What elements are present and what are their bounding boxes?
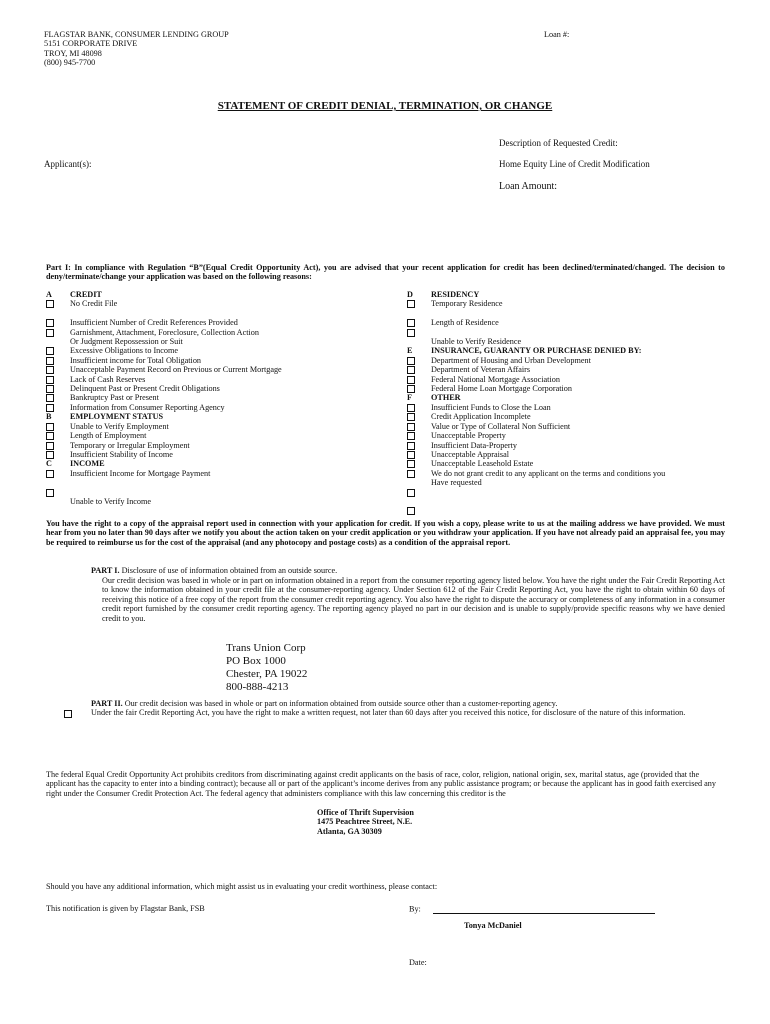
signature-field[interactable]	[433, 904, 655, 914]
credit-type: Home Equity Line of Credit Modification	[499, 159, 650, 169]
right-row	[407, 497, 737, 506]
section-heading: INCOME	[70, 459, 105, 469]
bank-city: TROY, MI 48098	[44, 48, 102, 58]
reason-label: Have requested	[431, 478, 482, 488]
reason-checkbox[interactable]	[407, 432, 415, 440]
right-row[interactable]	[407, 422, 737, 431]
by-label: By:	[409, 904, 421, 914]
reason-checkbox[interactable]	[407, 460, 415, 468]
bank-address	[44, 30, 229, 68]
right-row[interactable]	[407, 441, 737, 450]
right-row[interactable]	[407, 431, 737, 440]
reason-checkbox[interactable]	[46, 451, 54, 459]
regulator-city: Atlanta, GA 30309	[317, 826, 382, 836]
date-label: Date:	[409, 958, 427, 967]
right-row[interactable]	[407, 403, 737, 412]
reason-label: Temporary or Irregular Employment	[70, 440, 190, 450]
reason-checkbox[interactable]	[46, 376, 54, 384]
reason-checkbox[interactable]	[46, 357, 54, 365]
left-row	[46, 337, 376, 346]
reason-label: Unacceptable Payment Record on Previous or Current Mortgage	[70, 365, 282, 375]
right-row[interactable]	[407, 384, 737, 393]
right-row[interactable]	[407, 412, 737, 421]
reason-label: Insufficient Stability of Income	[70, 449, 173, 459]
section-letter: C	[46, 459, 52, 469]
right-row[interactable]	[407, 299, 737, 308]
reason-label: Insufficient Number of Credit References Provided	[70, 318, 238, 328]
reason-label: Federal National Mortgage Association	[431, 374, 560, 384]
left-row[interactable]	[46, 356, 376, 365]
signature-line	[409, 904, 655, 914]
page-title: STATEMENT OF CREDIT DENIAL, TERMINATION, OR CHANGE	[217, 100, 553, 112]
reason-label: Excessive Obligations to Income	[70, 346, 179, 356]
section-letter: E	[407, 346, 413, 356]
reason-checkbox[interactable]	[46, 404, 54, 412]
reason-checkbox[interactable]	[407, 329, 415, 337]
left-row[interactable]	[46, 318, 376, 327]
bank-street: 5151 CORPORATE DRIVE	[44, 39, 138, 49]
regulator-name: Office of Thrift Supervision	[317, 808, 414, 817]
regulator-street: 1475 Peachtree Street, N.E.	[317, 817, 413, 827]
reason-checkbox[interactable]	[46, 347, 54, 355]
section-letter: F	[407, 393, 413, 403]
section-letter: D	[407, 290, 413, 299]
reason-checkbox[interactable]	[407, 470, 415, 478]
right-row[interactable]	[407, 328, 737, 337]
reason-checkbox[interactable]	[46, 442, 54, 450]
reason-label: Insufficient Income for Mortgage Payment	[70, 468, 211, 478]
right-row[interactable]	[407, 318, 737, 327]
reason-label: Unacceptable Appraisal	[431, 449, 509, 459]
section-heading: RESIDENCY	[431, 290, 480, 299]
reason-checkbox[interactable]	[407, 507, 415, 515]
left-row[interactable]	[46, 328, 376, 337]
right-row	[407, 478, 737, 487]
part1-disclosure-heading	[91, 566, 337, 575]
reason-checkbox[interactable]	[407, 357, 415, 365]
left-row[interactable]	[46, 393, 376, 402]
part1-intro: Part I: In compliance with Regulation “B”(Equal Credit Opportunity Act), you are advised that your recent application for credit has been declined/terminated/changed. The decision to deny/terminate/change your application was based on the following reasons:	[46, 263, 725, 282]
agency-box: PO Box 1000	[226, 655, 286, 667]
reason-label: Unable to Verify Income	[70, 496, 152, 506]
right-row[interactable]	[407, 365, 737, 374]
reason-label: Unacceptable Leasehold Estate	[431, 459, 534, 469]
reason-label: Or Judgment Repossession or Suit	[70, 337, 183, 347]
reason-checkbox[interactable]	[407, 319, 415, 327]
reason-label: Value or Type of Collateral Non Sufficient	[431, 421, 571, 431]
loan-number-label: Loan #:	[544, 30, 570, 39]
section-heading: INSURANCE, GUARANTY OR PURCHASE DENIED BY:	[431, 346, 642, 356]
applicants-label: Applicant(s):	[44, 159, 92, 169]
reason-checkbox[interactable]	[46, 489, 54, 497]
right-row[interactable]	[407, 375, 737, 384]
reasons-right-column	[407, 290, 737, 516]
reason-checkbox[interactable]	[407, 423, 415, 431]
left-row[interactable]	[46, 431, 376, 440]
regulator-address	[317, 808, 414, 836]
reason-checkbox[interactable]	[46, 300, 54, 308]
reason-label: Credit Application Incomplete	[431, 412, 531, 422]
part1-disclosure-body: Our credit decision was based in whole or in part on information obtained in a report from the consumer reporting agency listed below. You have the right under the Fair Credit Reporting Act to know the information obtained in your credit file at the consumer-reporting agency. Under Section 612 of the Fair Credit Reporting Act, you have the right to obtain within 60 days of receiving this notice of a free copy of the report from the consumer credit reporting agency. You also have the right to dispute the accuracy or completeness of any information in a consumer credit report furnished by the consumer credit reporting agency. The reporting agency played no part in our decision and is unable to supply/provide specific reasons why we have denied credit to you.	[102, 576, 725, 623]
left-row[interactable]	[46, 441, 376, 450]
part1-heading-text: Disclosure of use of information obtained from an outside source.	[119, 566, 338, 575]
left-row[interactable]	[46, 450, 376, 459]
notification-line: This notification is given by Flagstar Bank, FSB	[46, 904, 205, 913]
signer-name: Tonya McDaniel	[464, 921, 522, 930]
reason-checkbox[interactable]	[407, 300, 415, 308]
part2-body: Under the fair Credit Reporting Act, you have the right to make a written request, not later than 60 days after you received this notice, for disclosure of the nature of this information.	[91, 708, 686, 717]
left-row[interactable]	[46, 488, 376, 497]
reason-label: Length of Residence	[431, 318, 499, 328]
right-row[interactable]	[407, 506, 737, 515]
section-heading: EMPLOYMENT STATUS	[70, 412, 164, 422]
reason-checkbox[interactable]	[46, 423, 54, 431]
left-row	[46, 459, 376, 468]
part2-label: PART II.	[91, 699, 123, 708]
section-letter: A	[46, 290, 52, 299]
section-heading: CREDIT	[70, 290, 102, 299]
left-row	[46, 478, 376, 487]
left-row[interactable]	[46, 375, 376, 384]
agency-name: Trans Union Corp	[226, 642, 306, 654]
reason-checkbox[interactable]	[46, 329, 54, 337]
reason-label: Lack of Cash Reserves	[70, 374, 146, 384]
right-row	[407, 346, 737, 355]
left-row[interactable]	[46, 365, 376, 374]
section-heading: OTHER	[431, 393, 461, 403]
ecoa-notice: The federal Equal Credit Opportunity Act prohibits creditors from discriminating against credit applicants on the basis of race, color, religion, national origin, sex, marital status, age (provided that the applicant has the capacity to enter into a binding contract); because all or part of the applicant’s income derives from any public assistance program; or because the applicant has in good faith exercised any right under the Consumer Credit Protection Act. The federal agency that administers compliance with this law concerning this creditor is the	[46, 770, 716, 798]
reason-checkbox[interactable]	[46, 432, 54, 440]
right-row[interactable]	[407, 356, 737, 365]
reason-checkbox[interactable]	[407, 442, 415, 450]
reason-checkbox[interactable]	[407, 376, 415, 384]
right-row	[407, 309, 737, 318]
part1-label: PART I.	[91, 566, 120, 575]
reason-checkbox[interactable]	[46, 385, 54, 393]
right-row	[407, 290, 737, 299]
reason-checkbox[interactable]	[46, 394, 54, 402]
right-row[interactable]	[407, 459, 737, 468]
loan-amount-label: Loan Amount:	[499, 181, 558, 192]
part2-heading	[91, 699, 557, 708]
left-row	[46, 309, 376, 318]
reason-checkbox[interactable]	[407, 404, 415, 412]
section-letter: B	[46, 412, 52, 422]
reason-checkbox[interactable]	[46, 319, 54, 327]
right-row	[407, 337, 737, 346]
left-row[interactable]	[46, 469, 376, 478]
reason-label: We do not grant credit to any applicant on the terms and conditions you	[431, 468, 666, 478]
description-label: Description of Requested Credit:	[499, 138, 618, 148]
right-row[interactable]	[407, 450, 737, 459]
left-row[interactable]	[46, 299, 376, 308]
reason-label: Garnishment, Attachment, Foreclosure, Collection Action	[70, 327, 259, 337]
reason-label: Federal Home Loan Mortgage Corporation	[431, 384, 572, 394]
right-row[interactable]	[407, 488, 737, 497]
reason-checkbox[interactable]	[407, 366, 415, 374]
reason-label: Delinquent Past or Present Credit Obligations	[70, 384, 220, 394]
reason-label: No Credit File	[70, 299, 118, 309]
bank-phone: (800) 945-7700	[44, 58, 96, 68]
reason-checkbox[interactable]	[407, 489, 415, 497]
appraisal-notice: You have the right to a copy of the appraisal report used in connection with your application for credit. If you wish a copy, please write to us at the mailing address we have provided. We must hear from you no later than 90 days after we notify you about the action taken on your credit application or you withdraw your application. If you have not already paid an appraisal fee, you may be required to reimburse us for the cost of the appraisal (and any photocopy and postage costs) as a condition of the appraisal report.	[46, 519, 725, 547]
reason-checkbox[interactable]	[46, 366, 54, 374]
reason-label: Length of Employment	[70, 431, 147, 441]
reason-label: Department of Housing and Urban Development	[431, 355, 591, 365]
credit-agency-address	[226, 642, 307, 694]
part2-checkbox[interactable]	[64, 710, 72, 718]
reason-checkbox[interactable]	[407, 451, 415, 459]
contact-line: Should you have any additional information, which might assist us in evaluating your credit worthiness, please contact:	[46, 882, 438, 891]
left-row[interactable]	[46, 403, 376, 412]
reason-label: Insufficient Data-Property	[431, 440, 518, 450]
reason-label: Insufficient income for Total Obligation	[70, 355, 202, 365]
left-row[interactable]	[46, 422, 376, 431]
right-row	[407, 393, 737, 402]
reason-label: Temporary Residence	[431, 299, 503, 309]
agency-phone: 800-888-4213	[226, 681, 289, 693]
reason-label: Bankruptcy Past or Present	[70, 393, 159, 403]
right-row[interactable]	[407, 469, 737, 478]
reason-label: Unable to Verify Residence	[431, 337, 522, 347]
reason-label: Unacceptable Property	[431, 431, 506, 441]
reason-label: Insufficient Funds to Close the Loan	[431, 402, 551, 412]
left-row[interactable]	[46, 384, 376, 393]
left-row	[46, 412, 376, 421]
part2-heading-text: Our credit decision was based in whole or part on information obtained from outside source other than a customer-reporting agency.	[122, 699, 558, 708]
left-row[interactable]	[46, 346, 376, 355]
reason-checkbox[interactable]	[407, 413, 415, 421]
bank-name: FLAGSTAR BANK, CONSUMER LENDING GROUP	[44, 30, 229, 39]
reasons-left-column	[46, 290, 376, 506]
left-row	[46, 290, 376, 299]
reason-checkbox[interactable]	[407, 385, 415, 393]
reason-label: Information from Consumer Reporting Agency	[70, 402, 225, 412]
left-row	[46, 497, 376, 506]
reason-label: Unable to Verify Employment	[70, 421, 169, 431]
agency-city: Chester, PA 19022	[226, 668, 308, 680]
reason-label: Department of Veteran Affairs	[431, 365, 531, 375]
reason-checkbox[interactable]	[46, 470, 54, 478]
